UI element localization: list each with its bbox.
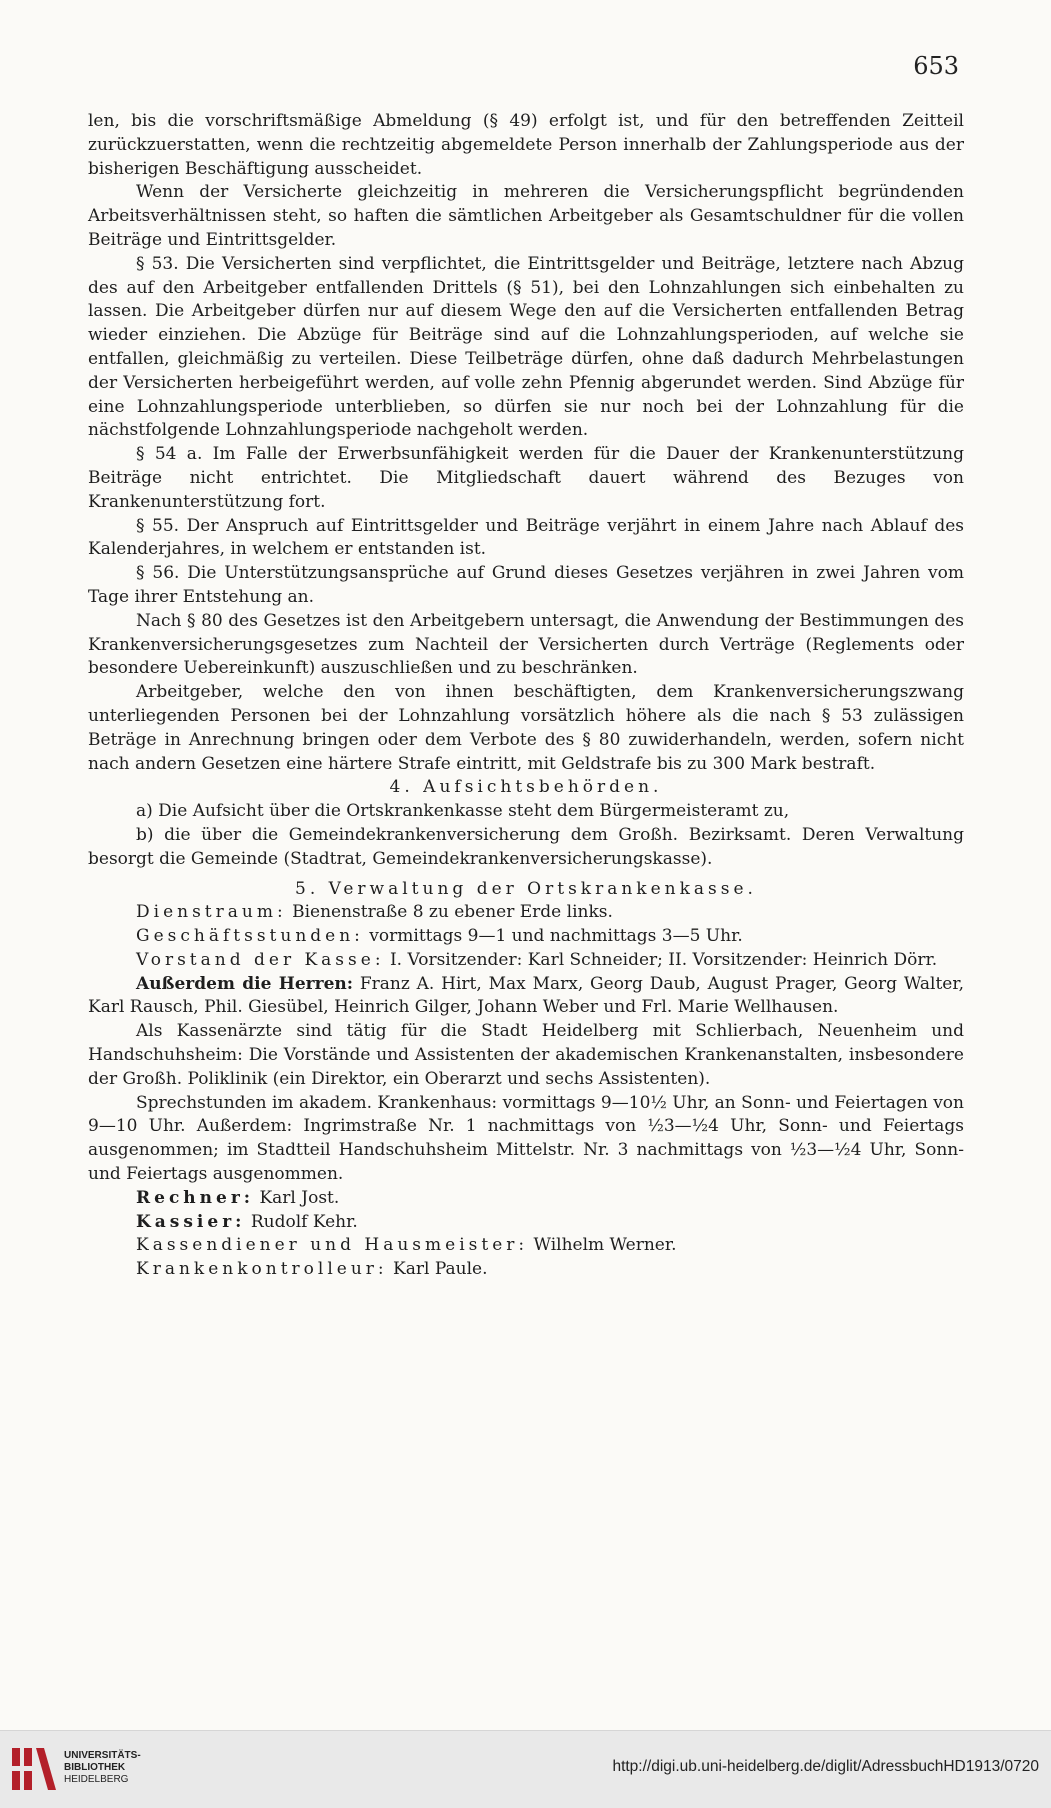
kassendiener-line bbox=[88, 1234, 964, 1258]
kassier-label: Kassier: bbox=[136, 1211, 246, 1232]
krankenkontrolleur-label: Krankenkontrolleur: bbox=[136, 1259, 388, 1280]
vorstand-label: Vorstand der Kasse: bbox=[136, 949, 385, 970]
geschaeftsstunden-label: Geschäftsstunden: bbox=[136, 926, 364, 947]
heading-verwaltung: 5. Verwaltung der Ortskrankenkasse. bbox=[295, 878, 757, 899]
dienstraum-label: Dienstraum: bbox=[136, 902, 287, 923]
library-name-line-1: UNIVERSITÄTS- bbox=[64, 1750, 141, 1761]
geschaeftsstunden-value: vormittags 9—1 und nachmittags 3—5 Uhr. bbox=[369, 926, 743, 947]
page-text bbox=[88, 110, 964, 1282]
rechner-value: Karl Jost. bbox=[259, 1187, 340, 1208]
ausserdem-value: Franz A. Hirt, Max Marx, Georg Daub, August Prager, Georg Walter, Karl Rausch, Phil. Giesübel, Heinrich Gilger, Johann Weber und Frl. Marie Wellhausen. bbox=[88, 973, 965, 1018]
paragraph-section-53: § 53. Die Versicherten sind verpflichtet, die Eintrittsgelder und Beiträge, letztere nach Abzug des auf den Arbeitgeber entfallenden Drittels (§ 51), bei den Lohnzahlungen sich einbehalten zu lassen. Die Arbeitgeber dürfen nur auf diesem Wege den auf die Versicherten entfallenden Betrag wieder einziehen. Die Abzüge für Beiträge sind auf die Lohnzahlungsperioden, auf welche sie entfallen, gleichmäßig zu verteilen. Diese Teilbeträge dürfen, ohne daß dadurch Mehrbelastungen der Versicherten herbeigeführt werden, auf volle zehn Pfennig abgerundet werden. Sind Abzüge für eine Lohnzahlungsperiode unterblieben, so dürfen sie nur noch bei der Lohnzahlung für die nächstfolgende Lohnzahlungsperiode nachgeholt werden. bbox=[88, 253, 964, 441]
heading-aufsichtsbehoerden: 4. Aufsichtsbehörden. bbox=[389, 777, 663, 798]
ausserdem-line bbox=[88, 973, 964, 1021]
krankenkontrolleur-line bbox=[88, 1258, 964, 1282]
krankenkontrolleur-value: Karl Paule. bbox=[393, 1259, 488, 1280]
dienstraum-value: Bienenstraße 8 zu ebener Erde links. bbox=[292, 902, 613, 923]
library-name bbox=[64, 1750, 141, 1786]
viewer-footer bbox=[0, 1730, 1051, 1808]
university-library-logo-icon[interactable] bbox=[10, 1744, 60, 1794]
rechner-line bbox=[88, 1187, 964, 1211]
permalink-url[interactable]: http://digi.ub.uni-heidelberg.de/diglit/AdressbuchHD1913/0720 bbox=[612, 1758, 1039, 1775]
kassendiener-value: Wilhelm Werner. bbox=[533, 1235, 677, 1256]
paragraph-section-54a: § 54 a. Im Falle der Erwerbsunfähigkeit werden für die Dauer der Krankenunterstützung Beiträge nicht entrichtet. Die Mitgliedschaft dauert während des Bezuges von Krankenunterstützung fort. bbox=[88, 444, 964, 512]
rechner-label: Rechner: bbox=[136, 1187, 255, 1208]
library-name-line-2: BIBLIOTHEK bbox=[64, 1762, 126, 1773]
aufsicht-item-b: b) die über die Gemeindekrankenversicherung dem Großh. Bezirksamt. Deren Verwaltung besorgt die Gemeinde (Stadtrat, Gemeindekrankenversicherungskasse). bbox=[88, 824, 964, 869]
paragraph-section-80: Nach § 80 des Gesetzes ist den Arbeitgebern untersagt, die Anwendung der Bestimmungen des Krankenversicherungsgesetzes zum Nachteil der Versicherten durch Verträge (Reglements oder besondere Uebereinkunft) auszuschließen und zu beschränken. bbox=[88, 610, 964, 679]
paragraph-continuation: len, bis die vorschriftsmäßige Abmeldung (§ 49) erfolgt ist, und für den betreffenden Zeitteil zurückzuerstatten, wenn die rechtzeitig abgemeldete Person innerhalb der Zahlungsperiode aus der bisherigen Beschäftigung ausscheidet. bbox=[88, 111, 964, 179]
dienstraum-line bbox=[88, 901, 964, 925]
vorstand-value: I. Vorsitzender: Karl Schneider; II. Vorsitzender: Heinrich Dörr. bbox=[389, 949, 938, 970]
kassendiener-label: Kassendiener und Hausmeister: bbox=[136, 1235, 529, 1256]
paragraph-section-55: § 55. Der Anspruch auf Eintrittsgelder und Beiträge verjährt in einem Jahre nach Ablauf des Kalenderjahres, in welchem er entstanden ist. bbox=[88, 515, 964, 560]
paragraph-arbeitgeber-strafe: Arbeitgeber, welche den von ihnen beschäftigten, dem Krankenversicherungszwang unterliegenden Personen bei der Lohnzahlung vorsätzlich höhere als die nach § 53 zulässigen Beträge in Anrechnung bringen oder dem Verbote des § 80 zuwiderhandeln, werden, sofern nicht nach andern Gesetzen eine härtere Strafe eintritt, mit Geldstrafe bis zu 300 Mark bestraft. bbox=[88, 682, 964, 774]
sprechstunden-paragraph: Sprechstunden im akadem. Krankenhaus: vormittags 9—10½ Uhr, an Sonn- und Feiertagen von 9—10 Uhr. Außerdem: Ingrimstraße Nr. 1 nachmittags von ½3—½4 Uhr, Sonn- und Feiertags ausgenommen; im Stadtteil Handschuhsheim Mittelstr. Nr. 3 nachmittags von ½3—½4 Uhr, Sonn- und Feiertags ausgenommen. bbox=[88, 1092, 964, 1185]
library-name-line-3: HEIDELBERG bbox=[64, 1774, 129, 1785]
kassier-line bbox=[88, 1211, 964, 1235]
kassenaerzte-paragraph: Als Kassenärzte sind tätig für die Stadt Heidelberg mit Schlierbach, Neuenheim und Handschuhsheim: Die Vorstände und Assistenten der akademischen Krankenanstalten, insbesondere der Großh. Poliklinik (ein Direktor, ein Oberarzt und sechs Assistenten). bbox=[88, 1021, 964, 1089]
paragraph-section-56: § 56. Die Unterstützungsansprüche auf Grund dieses Gesetzes verjähren in zwei Jahren vom Tage ihrer Entstehung an. bbox=[88, 563, 964, 607]
page-number: 653 bbox=[913, 52, 959, 80]
kassier-value: Rudolf Kehr. bbox=[250, 1211, 358, 1232]
aufsicht-item-a: a) Die Aufsicht über die Ortskrankenkasse steht dem Bürgermeisteramt zu, bbox=[136, 801, 790, 822]
geschaeftsstunden-line bbox=[88, 925, 964, 949]
vorstand-line bbox=[88, 949, 964, 973]
ausserdem-label: Außerdem die Herren: bbox=[136, 973, 354, 994]
paragraph-gesamtschuldner: Wenn der Versicherte gleichzeitig in mehreren die Versicherungspflicht begründenden Arbeitsverhältnissen steht, so haften die sämtlichen Arbeitgeber als Gesamtschuldner für die vollen Beiträge und Eintrittsgelder. bbox=[88, 182, 964, 250]
